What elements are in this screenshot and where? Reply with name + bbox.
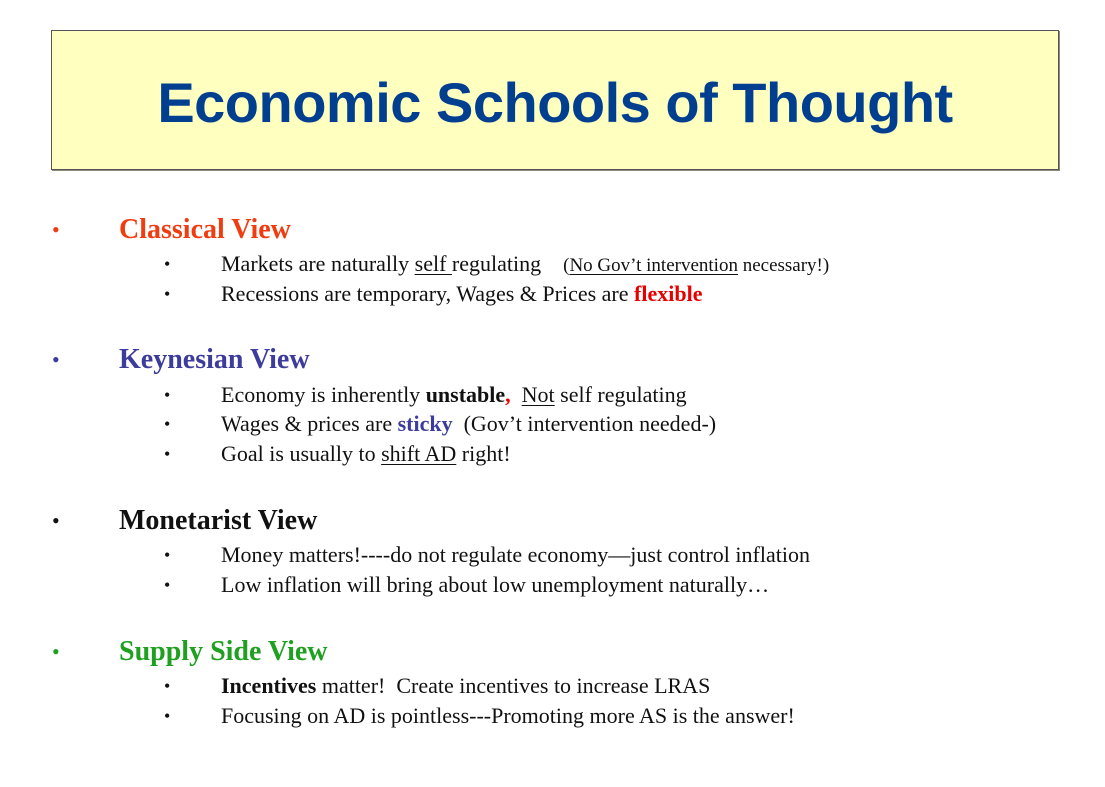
point-text: Wages & prices are sticky (Gov’t intervention needed-) — [221, 411, 717, 436]
section-heading-keynesian: Keynesian View — [119, 344, 310, 375]
point-text: Recessions are temporary, Wages & Prices are flexible — [221, 281, 703, 306]
slide-title: Economic Schools of Thought — [157, 70, 953, 134]
point-text: Focusing on AD is pointless---Promoting more AS is the answer! — [221, 703, 795, 728]
point-text: Economy is inherently unstable, Not self regulating — [221, 382, 687, 407]
point-text: Low inflation will bring about low unemployment naturally… — [221, 572, 770, 597]
list-item — [0, 701, 1105, 731]
list-item — [0, 439, 1105, 469]
bullet-icon: • — [52, 217, 60, 242]
bullet-icon: • — [164, 385, 171, 405]
bullet-icon: • — [164, 414, 171, 434]
bullet-icon: • — [164, 575, 171, 595]
list-item — [0, 279, 1105, 309]
bullet-icon: • — [52, 347, 60, 372]
list-item — [0, 409, 1105, 439]
bullet-icon: • — [164, 706, 171, 726]
list-item — [0, 671, 1105, 701]
bullet-icon: • — [164, 444, 171, 464]
point-text: Goal is usually to shift AD right! — [221, 441, 511, 466]
list-item — [0, 570, 1105, 600]
bullet-icon: • — [164, 545, 171, 565]
bullet-icon: • — [164, 676, 171, 696]
bullet-icon: • — [52, 508, 60, 533]
emphasis-flexible: flexible — [634, 281, 703, 306]
section-heading-supply-side: Supply Side View — [119, 636, 328, 667]
section-heading-monetarist: Monetarist View — [119, 505, 318, 536]
list-item — [0, 380, 1105, 410]
point-text: Incentives matter! Create incentives to increase LRAS — [221, 673, 711, 698]
bullet-icon: • — [164, 284, 171, 304]
emphasis-sticky: sticky — [397, 411, 453, 436]
bullet-icon: • — [164, 254, 171, 274]
point-text: Markets are naturally self regulating (No Gov’t intervention necessary!) — [221, 251, 830, 276]
point-text: Money matters!----do not regulate economy—just control inflation — [221, 542, 810, 567]
list-item — [0, 540, 1105, 570]
list-item — [0, 249, 1105, 279]
bullet-icon: • — [52, 639, 60, 664]
section-heading-classical: Classical View — [119, 214, 291, 245]
title-box — [51, 30, 1059, 170]
